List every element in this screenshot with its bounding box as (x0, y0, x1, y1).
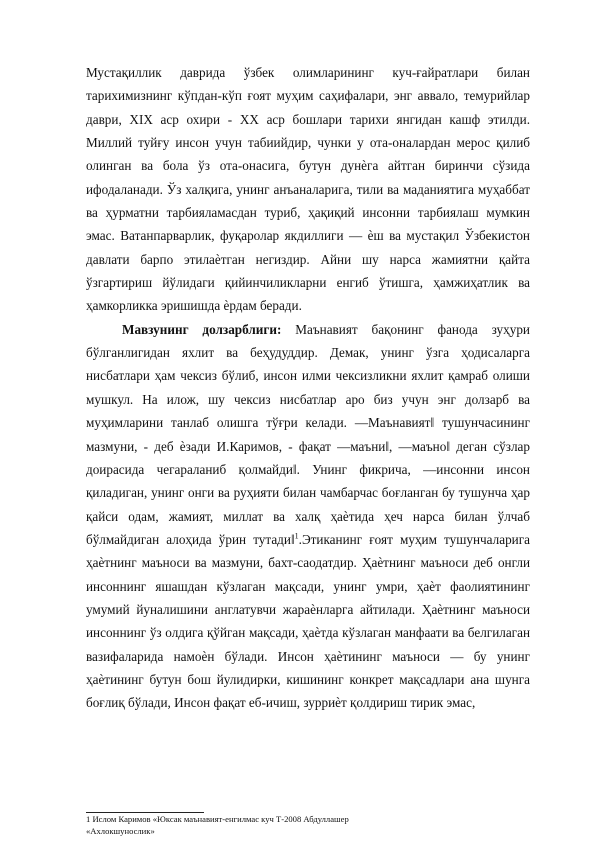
paragraph-relevance (86, 318, 530, 715)
footnote (86, 813, 530, 837)
relevance-text: Маънавият бақонинг фанода зуҳури бўлганлигидан яхлит ва беҳудуддир. Демак, унинг ўзга ҳодисаларга нисбатлари ҳам чексиз бўлиб, инсон илми чексизликни яхлит қамраб олиши мушкул. На илож, шу чексиз нисбатлар аро биз учун энг долзарб ва муҳимларини танлаб олишга тўғри келади. —Маънавият‖ тушунчасининг мазмуни, - деб ѐзади И.Каримов, - фақат —маъни‖, —маъно‖ деган сўзлар доирасида чегараланиб қолмайди‖. Унинг фикрича, —инсонни инсон қиладиган, унинг онги ва руҳияти билан чамбарчас боғланган бу тушунча ҳар қайси одам, жамият, миллат ва халқ ҳаѐтида ҳеч нарса билан ўлчаб бўлмайдиган алоҳида ўрин тутади‖ (86, 321, 530, 547)
relevance-heading: Мавзунинг долзарблиги: (122, 321, 282, 337)
ethics-text: .Этиканинг ғоят муҳим тушунчаларига ҳаѐтнинг маъноси ва мазмуни, бахт-саодатдир. Ҳаѐтнинг маъноси деб онгли инсоннинг яшашдан кўзлаган мақсади, унинг умри, ҳаѐт фаолиятининг умумий йуналишини англатувчи жараѐнларга айтилади. Ҳаѐтнинг маъноси инсоннинг ўз олдига қўйган мақсади, ҳаѐтда кўзлаган манфаати ва белгилаган вазифаларида намоѐн бўлади. Инсон ҳаѐтининг маъноси — бу унинг ҳаѐтининг бутун бош йулидирки, кишининг конкрет мақсадлари ана шунга боғлиқ бўлади, Инсон фақат еб-ичиш, зурриѐт қолдириш тирик эмас, (86, 531, 530, 711)
paragraph-independence: Мустақиллик даврида ўзбек олимларининг куч-ғайратлари билан тарихимизнинг кўпдан-кўп ғоят муҳим саҳифалари, энг аввало, темурийлар даври, XIX аср охири - XX аср бошлари тарихи янгидан кашф этилди. Миллий туйғу инсон учун табиийдир, чунки у ота-оналардан мерос қилиб олинган ва бола ўз ота-онасига, бутун дунѐга айтган биринчи сўзида ифодаланади. Ўз халқига, унинг анъаналарига, тили ва маданиятига муҳаббат ва ҳурматни тарбияламасдан туриб, ҳақиқий инсонни тарбиялаш мумкин эмас. Ватанпарварлик, фуқаролар якдиллиги — ѐш ва мустақил Ўзбекистон давлати барпо этилаѐтган негиздир. Айни шу нарса жамиятни қайта ўзгартириш йўлидаги қийинчиликларни енгиб ўтишга, ҳамжиҳатлик ва ҳамкорликка эришишда ѐрдам беради. (86, 65, 530, 314)
footnote-reference[interactable]: 1 (294, 531, 299, 541)
body-text (86, 61, 530, 715)
footnote-line-1: 1 Ислом Каримов «Юксак маънавият-енгилмас куч Т-2008 Абдуллашер (86, 814, 349, 824)
footnote-line-2: «Ахлокшунослик» (86, 826, 155, 836)
